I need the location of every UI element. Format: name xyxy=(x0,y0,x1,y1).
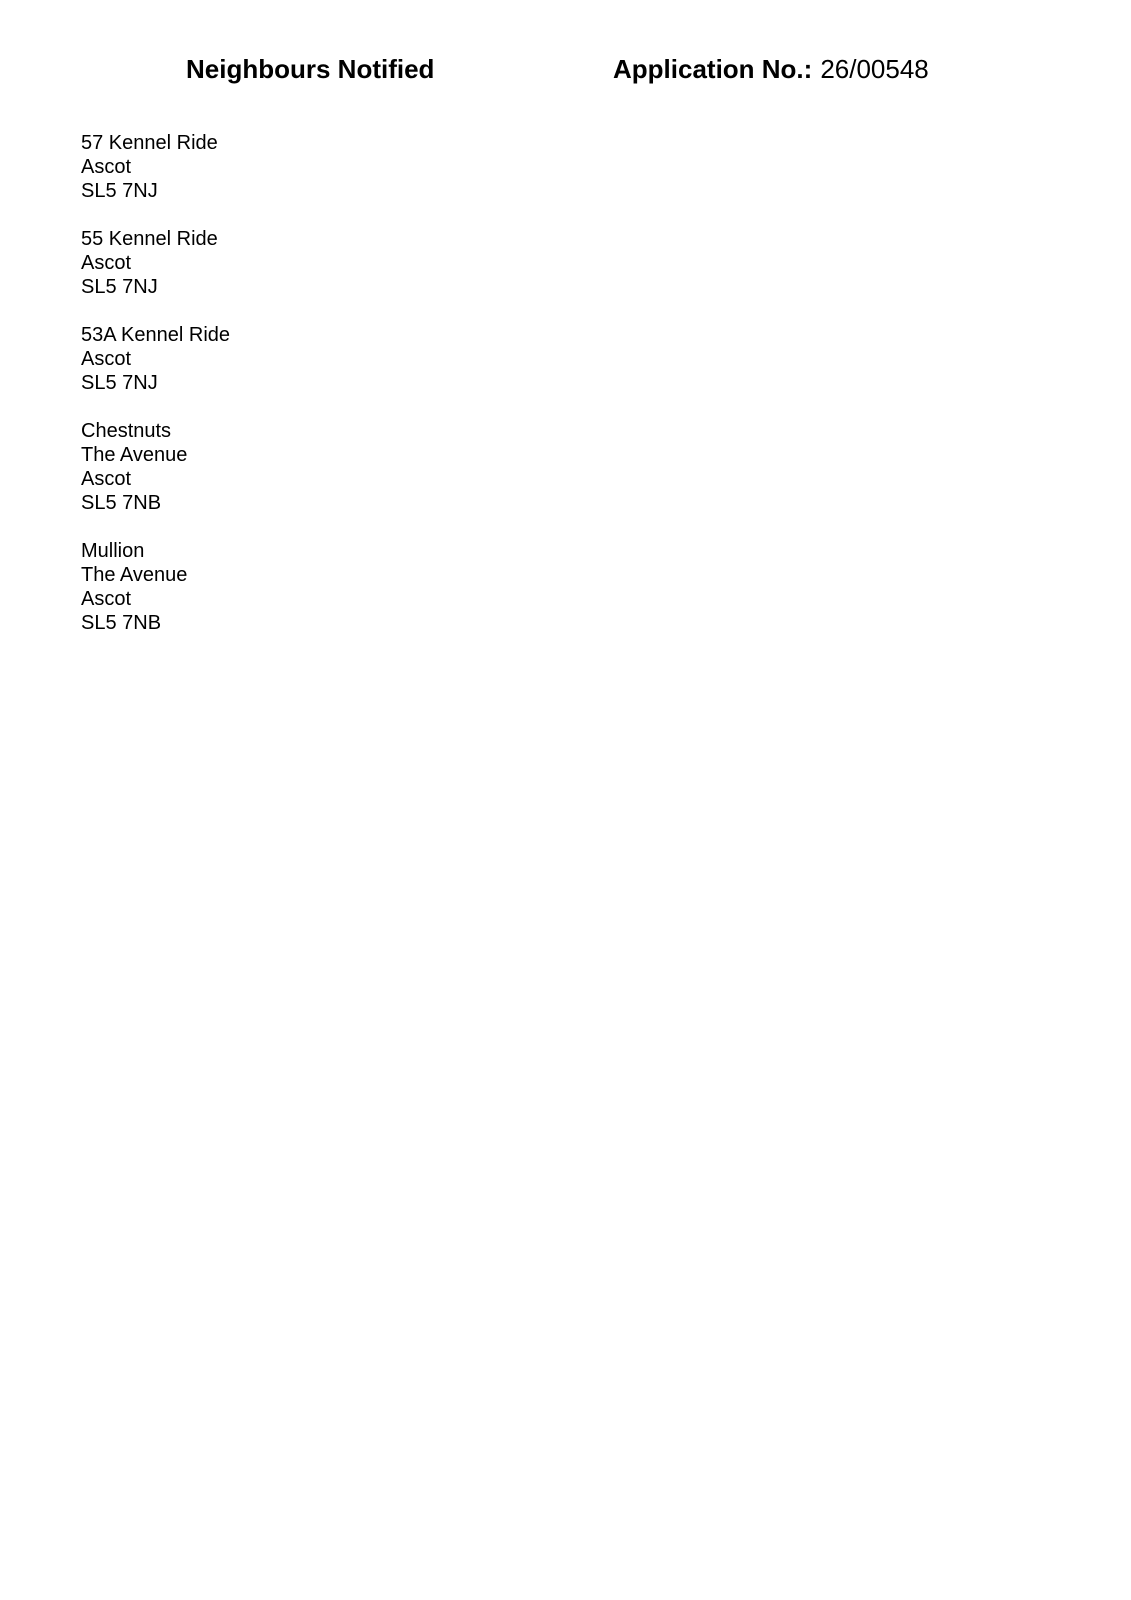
address-postcode: SL5 7NB xyxy=(81,612,162,634)
address-line: Chestnuts xyxy=(81,420,172,442)
address-block xyxy=(81,419,230,515)
address-postcode: SL5 7NJ xyxy=(81,276,158,298)
application-number-label: Application No.: xyxy=(613,54,813,84)
address-line: Ascot xyxy=(81,348,132,370)
address-line: 55 Kennel Ride xyxy=(81,228,218,250)
address-block xyxy=(81,131,230,203)
address-line: Mullion xyxy=(81,540,145,562)
address-line: Ascot xyxy=(81,156,132,178)
application-number-value: 26/00548 xyxy=(820,54,929,84)
address-line: The Avenue xyxy=(81,564,188,586)
page-title: Neighbours Notified xyxy=(186,54,435,84)
address-postcode: SL5 7NB xyxy=(81,492,162,514)
address-line: Ascot xyxy=(81,468,132,490)
address-block xyxy=(81,227,230,299)
neighbour-address-list xyxy=(81,131,230,659)
address-line: 53A Kennel Ride xyxy=(81,324,231,346)
address-line: Ascot xyxy=(81,252,132,274)
application-number-block xyxy=(613,52,929,86)
address-line: 57 Kennel Ride xyxy=(81,132,218,154)
address-block xyxy=(81,539,230,635)
address-postcode: SL5 7NJ xyxy=(81,180,158,202)
address-line: Ascot xyxy=(81,588,132,610)
address-block xyxy=(81,323,230,395)
address-postcode: SL5 7NJ xyxy=(81,372,158,394)
address-line: The Avenue xyxy=(81,444,188,466)
